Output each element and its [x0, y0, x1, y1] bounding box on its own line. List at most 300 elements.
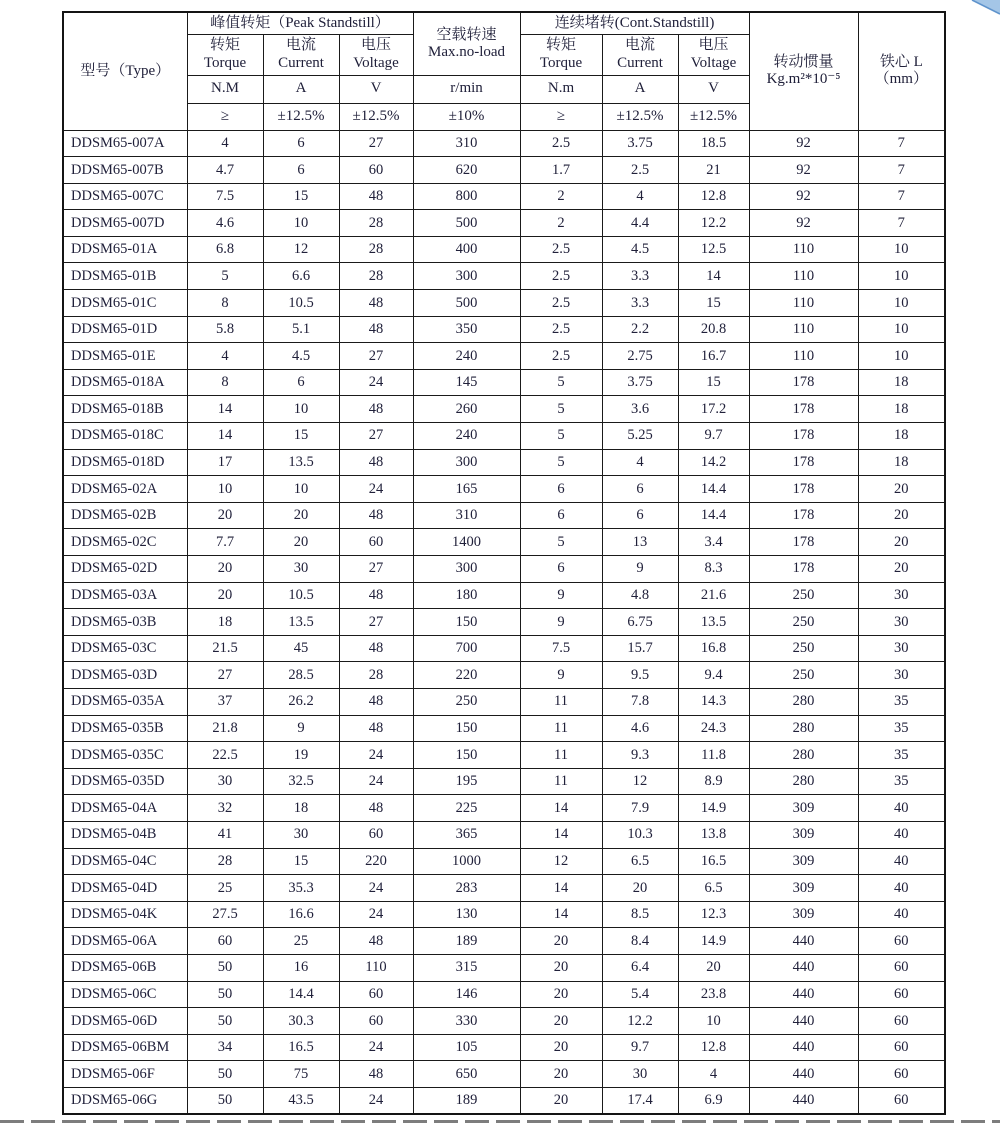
peak-voltage-cell: 48 [339, 316, 413, 343]
inertia-cell: 92 [749, 130, 858, 157]
model-cell: DDSM65-04B [63, 821, 187, 848]
inertia-cell: 309 [749, 795, 858, 822]
peak-torque-cell: 17 [187, 449, 263, 476]
inertia-cell: 110 [749, 263, 858, 290]
noload-speed-cell: 283 [413, 875, 520, 902]
inertia-cell: 309 [749, 875, 858, 902]
model-cell: DDSM65-04C [63, 848, 187, 875]
core-length-cell: 7 [858, 183, 945, 210]
peak-current-cell: 10 [263, 476, 339, 503]
cont-current-cell: 17.4 [602, 1087, 678, 1114]
peak-voltage-cell: 48 [339, 396, 413, 423]
cont-torque-cell: 2.5 [520, 236, 602, 263]
core-length-cell: 10 [858, 263, 945, 290]
peak-torque-cell: 4.7 [187, 157, 263, 184]
peak-current-cell: 15 [263, 183, 339, 210]
cont-current-cell: 4.5 [602, 236, 678, 263]
cont-current-cn: 电流 [625, 37, 656, 54]
noload-speed-cell: 500 [413, 210, 520, 237]
noload-speed-cell: 150 [413, 609, 520, 636]
model-cell: DDSM65-06A [63, 928, 187, 955]
noload-speed-cell: 300 [413, 263, 520, 290]
inertia-cell: 309 [749, 901, 858, 928]
model-cell: DDSM65-03A [63, 582, 187, 609]
noload-speed-cell: 105 [413, 1034, 520, 1061]
cont-torque-cell: 14 [520, 795, 602, 822]
noload-speed-cell: 225 [413, 795, 520, 822]
cont-voltage-cell: 9.7 [678, 423, 749, 450]
inertia-cell: 92 [749, 183, 858, 210]
cont-current-cell: 3.3 [602, 263, 678, 290]
cont-voltage-cell: 20.8 [678, 316, 749, 343]
peak-voltage-en: Voltage [353, 54, 399, 71]
cont-voltage-cell: 12.8 [678, 1034, 749, 1061]
peak-current-cell: 26.2 [263, 688, 339, 715]
peak-current-cell: 10.5 [263, 290, 339, 317]
cont-torque-cell: 9 [520, 662, 602, 689]
peak-torque-cell: 14 [187, 396, 263, 423]
unit-noload-speed: r/min [413, 75, 520, 103]
noload-speed-cell: 350 [413, 316, 520, 343]
peak-torque-cell: 20 [187, 502, 263, 529]
unit-cont-voltage: V [678, 75, 749, 103]
cont-torque-cell: 2 [520, 183, 602, 210]
core-length-cell: 18 [858, 423, 945, 450]
core-length-cell: 7 [858, 210, 945, 237]
inertia-cell: 250 [749, 582, 858, 609]
inertia-cell: 440 [749, 1008, 858, 1035]
peak-voltage-cell: 48 [339, 688, 413, 715]
cont-voltage-cell: 4 [678, 1061, 749, 1088]
inertia-cell: 440 [749, 1087, 858, 1114]
peak-torque-cell: 8 [187, 290, 263, 317]
peak-voltage-cell: 24 [339, 901, 413, 928]
cont-current-en: Current [617, 54, 663, 71]
peak-torque-cell: 50 [187, 954, 263, 981]
table-row [63, 1008, 945, 1035]
peak-torque-cell: 25 [187, 875, 263, 902]
core-length-cell: 60 [858, 954, 945, 981]
model-cell: DDSM65-03B [63, 609, 187, 636]
tolerance-peak-torque: ≥ [187, 103, 263, 130]
peak-voltage-cell: 28 [339, 263, 413, 290]
model-cell: DDSM65-04D [63, 875, 187, 902]
model-cell: DDSM65-01D [63, 316, 187, 343]
peak-current-en: Current [278, 54, 324, 71]
cont-torque-cell: 11 [520, 688, 602, 715]
table-row [63, 928, 945, 955]
cont-current-cell: 10.3 [602, 821, 678, 848]
peak-voltage-cell: 60 [339, 981, 413, 1008]
cont-torque-cn: 转矩 [546, 37, 577, 54]
peak-current-cell: 6 [263, 369, 339, 396]
cont-current-cell: 6.75 [602, 609, 678, 636]
noload-speed-cell: 1400 [413, 529, 520, 556]
peak-voltage-cell: 48 [339, 582, 413, 609]
model-cell: DDSM65-02D [63, 556, 187, 583]
peak-current-cell: 18 [263, 795, 339, 822]
noload-speed-cell: 189 [413, 928, 520, 955]
unit-cont-torque: N.m [520, 75, 602, 103]
table-row [63, 821, 945, 848]
header-cont-current [602, 34, 678, 75]
cont-current-cell: 15.7 [602, 635, 678, 662]
tolerance-cont-torque: ≥ [520, 103, 602, 130]
peak-current-cell: 35.3 [263, 875, 339, 902]
cont-voltage-cell: 12.3 [678, 901, 749, 928]
model-cell: DDSM65-06C [63, 981, 187, 1008]
inertia-cell: 92 [749, 210, 858, 237]
cont-voltage-cell: 14.2 [678, 449, 749, 476]
unit-peak-current: A [263, 75, 339, 103]
table-row [63, 875, 945, 902]
noload-speed-cell: 145 [413, 369, 520, 396]
cont-torque-en: Torque [539, 54, 583, 71]
table-row [63, 1087, 945, 1114]
peak-torque-cell: 28 [187, 848, 263, 875]
table-row [63, 1034, 945, 1061]
cont-current-cell: 7.8 [602, 688, 678, 715]
cont-voltage-cell: 13.5 [678, 609, 749, 636]
cont-current-cell: 9.3 [602, 742, 678, 769]
model-cell: DDSM65-035C [63, 742, 187, 769]
core-length-cell: 40 [858, 821, 945, 848]
cont-voltage-cn: 电压 [698, 37, 729, 54]
peak-current-cell: 30 [263, 556, 339, 583]
inertia-cell: 178 [749, 449, 858, 476]
cont-torque-cell: 20 [520, 981, 602, 1008]
cont-current-cell: 3.3 [602, 290, 678, 317]
cont-current-cell: 6 [602, 476, 678, 503]
peak-torque-cell: 14 [187, 423, 263, 450]
table-row [63, 476, 945, 503]
inertia-cell: 440 [749, 954, 858, 981]
inertia-cell: 110 [749, 236, 858, 263]
cont-voltage-cell: 14.9 [678, 928, 749, 955]
cont-torque-cell: 11 [520, 742, 602, 769]
page-corner-arrow-icon [970, 0, 1000, 16]
peak-voltage-cn: 电压 [361, 37, 392, 54]
inertia-cell: 280 [749, 715, 858, 742]
core-length-cell: 18 [858, 449, 945, 476]
header-peak-current [263, 34, 339, 75]
core-length-cell: 30 [858, 635, 945, 662]
tolerance-cont-current: ±12.5% [602, 103, 678, 130]
table-row [63, 263, 945, 290]
inertia-cell: 250 [749, 635, 858, 662]
table-row [63, 715, 945, 742]
cont-torque-cell: 11 [520, 715, 602, 742]
header-core-length [858, 12, 945, 130]
table-row [63, 449, 945, 476]
model-cell: DDSM65-02A [63, 476, 187, 503]
peak-voltage-cell: 28 [339, 662, 413, 689]
peak-voltage-cell: 28 [339, 210, 413, 237]
cont-voltage-cell: 15 [678, 290, 749, 317]
peak-current-cell: 5.1 [263, 316, 339, 343]
core-length-cell: 40 [858, 901, 945, 928]
noload-speed-cell: 500 [413, 290, 520, 317]
core-length-cell: 30 [858, 662, 945, 689]
peak-current-cell: 30 [263, 821, 339, 848]
core-length-cell: 60 [858, 981, 945, 1008]
core-length-cell: 35 [858, 768, 945, 795]
cont-torque-cell: 20 [520, 1034, 602, 1061]
core-length-cell: 20 [858, 556, 945, 583]
inertia-cell: 309 [749, 848, 858, 875]
model-cell: DDSM65-06B [63, 954, 187, 981]
cont-voltage-cell: 23.8 [678, 981, 749, 1008]
cont-voltage-cell: 16.5 [678, 848, 749, 875]
model-cell: DDSM65-01C [63, 290, 187, 317]
peak-torque-cn: 转矩 [209, 37, 240, 54]
inertia-cell: 280 [749, 742, 858, 769]
cont-torque-cell: 5 [520, 396, 602, 423]
model-cell: DDSM65-018A [63, 369, 187, 396]
peak-voltage-cell: 60 [339, 1008, 413, 1035]
inertia-cell: 309 [749, 821, 858, 848]
inertia-cell: 440 [749, 981, 858, 1008]
cont-current-cell: 3.75 [602, 369, 678, 396]
model-cell: DDSM65-01A [63, 236, 187, 263]
cont-torque-cell: 2.5 [520, 290, 602, 317]
peak-current-cell: 20 [263, 502, 339, 529]
cont-current-cell: 2.75 [602, 343, 678, 370]
noload-speed-cell: 310 [413, 502, 520, 529]
cont-voltage-cell: 15 [678, 369, 749, 396]
cont-torque-cell: 20 [520, 1087, 602, 1114]
cont-torque-cell: 5 [520, 423, 602, 450]
noload-speed-cell: 189 [413, 1087, 520, 1114]
table-row [63, 183, 945, 210]
cont-voltage-en: Voltage [690, 54, 737, 71]
model-cell: DDSM65-06BM [63, 1034, 187, 1061]
cont-torque-cell: 5 [520, 369, 602, 396]
cont-current-cell: 9.7 [602, 1034, 678, 1061]
noload-speed-cell: 220 [413, 662, 520, 689]
peak-voltage-cell: 48 [339, 502, 413, 529]
peak-current-cell: 14.4 [263, 981, 339, 1008]
table-row [63, 635, 945, 662]
core-length-cell: 60 [858, 1087, 945, 1114]
inertia-cell: 250 [749, 662, 858, 689]
model-cell: DDSM65-06F [63, 1061, 187, 1088]
noload-speed-cell: 250 [413, 688, 520, 715]
table-row [63, 130, 945, 157]
motor-spec-table [62, 11, 946, 1115]
peak-current-cell: 10.5 [263, 582, 339, 609]
model-cell: DDSM65-04K [63, 901, 187, 928]
inertia-cell: 110 [749, 290, 858, 317]
header-core-unit: （mm） [874, 71, 928, 88]
unit-cont-current: A [602, 75, 678, 103]
cont-current-cell: 9.5 [602, 662, 678, 689]
cont-current-cell: 4.4 [602, 210, 678, 237]
inertia-cell: 440 [749, 1034, 858, 1061]
table-row [63, 529, 945, 556]
peak-torque-cell: 22.5 [187, 742, 263, 769]
core-length-cell: 40 [858, 848, 945, 875]
noload-speed-cell: 365 [413, 821, 520, 848]
peak-voltage-cell: 28 [339, 236, 413, 263]
noload-speed-cell: 700 [413, 635, 520, 662]
model-cell: DDSM65-007B [63, 157, 187, 184]
table-row [63, 742, 945, 769]
peak-current-cell: 30.3 [263, 1008, 339, 1035]
core-length-cell: 60 [858, 1061, 945, 1088]
peak-current-cell: 15 [263, 848, 339, 875]
peak-current-cell: 32.5 [263, 768, 339, 795]
cont-torque-cell: 2 [520, 210, 602, 237]
cont-voltage-cell: 14.4 [678, 476, 749, 503]
header-inertia [749, 12, 858, 130]
table-row [63, 582, 945, 609]
cont-current-cell: 4.8 [602, 582, 678, 609]
peak-torque-cell: 4.6 [187, 210, 263, 237]
table-row [63, 210, 945, 237]
core-length-cell: 18 [858, 369, 945, 396]
cont-voltage-cell: 12.2 [678, 210, 749, 237]
cont-voltage-cell: 6.9 [678, 1087, 749, 1114]
peak-current-cell: 16.5 [263, 1034, 339, 1061]
model-cell: DDSM65-06D [63, 1008, 187, 1035]
header-cont-voltage [678, 34, 749, 75]
peak-current-cell: 6.6 [263, 263, 339, 290]
cont-current-cell: 8.4 [602, 928, 678, 955]
peak-torque-cell: 34 [187, 1034, 263, 1061]
model-cell: DDSM65-03D [63, 662, 187, 689]
cont-current-cell: 4 [602, 449, 678, 476]
cont-torque-cell: 20 [520, 954, 602, 981]
model-cell: DDSM65-007D [63, 210, 187, 237]
cont-voltage-cell: 12.5 [678, 236, 749, 263]
table-row [63, 290, 945, 317]
core-length-cell: 60 [858, 1008, 945, 1035]
inertia-cell: 280 [749, 768, 858, 795]
peak-torque-cell: 21.8 [187, 715, 263, 742]
peak-current-cell: 4.5 [263, 343, 339, 370]
peak-voltage-cell: 48 [339, 449, 413, 476]
core-length-cell: 40 [858, 875, 945, 902]
cont-torque-cell: 20 [520, 928, 602, 955]
peak-current-cell: 9 [263, 715, 339, 742]
table-row [63, 236, 945, 263]
cont-current-cell: 7.9 [602, 795, 678, 822]
core-length-cell: 35 [858, 688, 945, 715]
cont-torque-cell: 6 [520, 476, 602, 503]
cont-current-cell: 5.4 [602, 981, 678, 1008]
peak-voltage-cell: 48 [339, 183, 413, 210]
peak-voltage-cell: 48 [339, 715, 413, 742]
inertia-cell: 178 [749, 502, 858, 529]
peak-voltage-cell: 24 [339, 768, 413, 795]
peak-torque-cell: 8 [187, 369, 263, 396]
cont-torque-cell: 5 [520, 449, 602, 476]
peak-current-cell: 13.5 [263, 609, 339, 636]
table-row [63, 556, 945, 583]
peak-voltage-cell: 24 [339, 742, 413, 769]
model-cell: DDSM65-018D [63, 449, 187, 476]
peak-current-cell: 16 [263, 954, 339, 981]
table-row [63, 954, 945, 981]
cont-voltage-cell: 8.3 [678, 556, 749, 583]
peak-voltage-cell: 27 [339, 609, 413, 636]
cont-voltage-cell: 17.2 [678, 396, 749, 423]
peak-torque-cell: 7.5 [187, 183, 263, 210]
table-row [63, 609, 945, 636]
peak-current-cell: 20 [263, 529, 339, 556]
core-length-cell: 60 [858, 928, 945, 955]
peak-torque-cell: 21.5 [187, 635, 263, 662]
core-length-cell: 10 [858, 343, 945, 370]
peak-voltage-cell: 60 [339, 529, 413, 556]
header-peak-voltage [339, 34, 413, 75]
noload-speed-cell: 330 [413, 1008, 520, 1035]
cont-torque-cell: 14 [520, 875, 602, 902]
table-row [63, 795, 945, 822]
noload-speed-cell: 1000 [413, 848, 520, 875]
peak-current-cell: 45 [263, 635, 339, 662]
table-row [63, 901, 945, 928]
core-length-cell: 10 [858, 290, 945, 317]
table-row [63, 157, 945, 184]
peak-voltage-cell: 60 [339, 821, 413, 848]
cont-voltage-cell: 18.5 [678, 130, 749, 157]
header-noload [413, 12, 520, 75]
core-length-cell: 20 [858, 529, 945, 556]
peak-current-cell: 6 [263, 157, 339, 184]
model-cell: DDSM65-04A [63, 795, 187, 822]
inertia-cell: 92 [749, 157, 858, 184]
cont-torque-cell: 20 [520, 1061, 602, 1088]
header-peak-torque [187, 34, 263, 75]
peak-voltage-cell: 110 [339, 954, 413, 981]
peak-torque-cell: 5.8 [187, 316, 263, 343]
peak-torque-cell: 32 [187, 795, 263, 822]
peak-voltage-cell: 24 [339, 1087, 413, 1114]
peak-torque-cell: 27 [187, 662, 263, 689]
inertia-cell: 178 [749, 556, 858, 583]
peak-voltage-cell: 27 [339, 556, 413, 583]
model-cell: DDSM65-007A [63, 130, 187, 157]
table-row [63, 423, 945, 450]
model-cell: DDSM65-01E [63, 343, 187, 370]
cont-torque-cell: 7.5 [520, 635, 602, 662]
cont-voltage-cell: 16.7 [678, 343, 749, 370]
core-length-cell: 35 [858, 742, 945, 769]
noload-speed-cell: 150 [413, 742, 520, 769]
peak-current-cell: 13.5 [263, 449, 339, 476]
peak-voltage-cell: 48 [339, 635, 413, 662]
peak-torque-cell: 18 [187, 609, 263, 636]
inertia-cell: 178 [749, 423, 858, 450]
table-row [63, 316, 945, 343]
model-cell: DDSM65-02B [63, 502, 187, 529]
cont-current-cell: 5.25 [602, 423, 678, 450]
peak-voltage-cell: 48 [339, 928, 413, 955]
peak-torque-cell: 5 [187, 263, 263, 290]
cont-torque-cell: 9 [520, 582, 602, 609]
noload-speed-cell: 240 [413, 423, 520, 450]
tolerance-cont-voltage: ±12.5% [678, 103, 749, 130]
peak-voltage-cell: 27 [339, 130, 413, 157]
table-row [63, 502, 945, 529]
table-row [63, 343, 945, 370]
core-length-cell: 20 [858, 476, 945, 503]
peak-voltage-cell: 27 [339, 423, 413, 450]
peak-torque-cell: 50 [187, 1008, 263, 1035]
model-cell: DDSM65-03C [63, 635, 187, 662]
